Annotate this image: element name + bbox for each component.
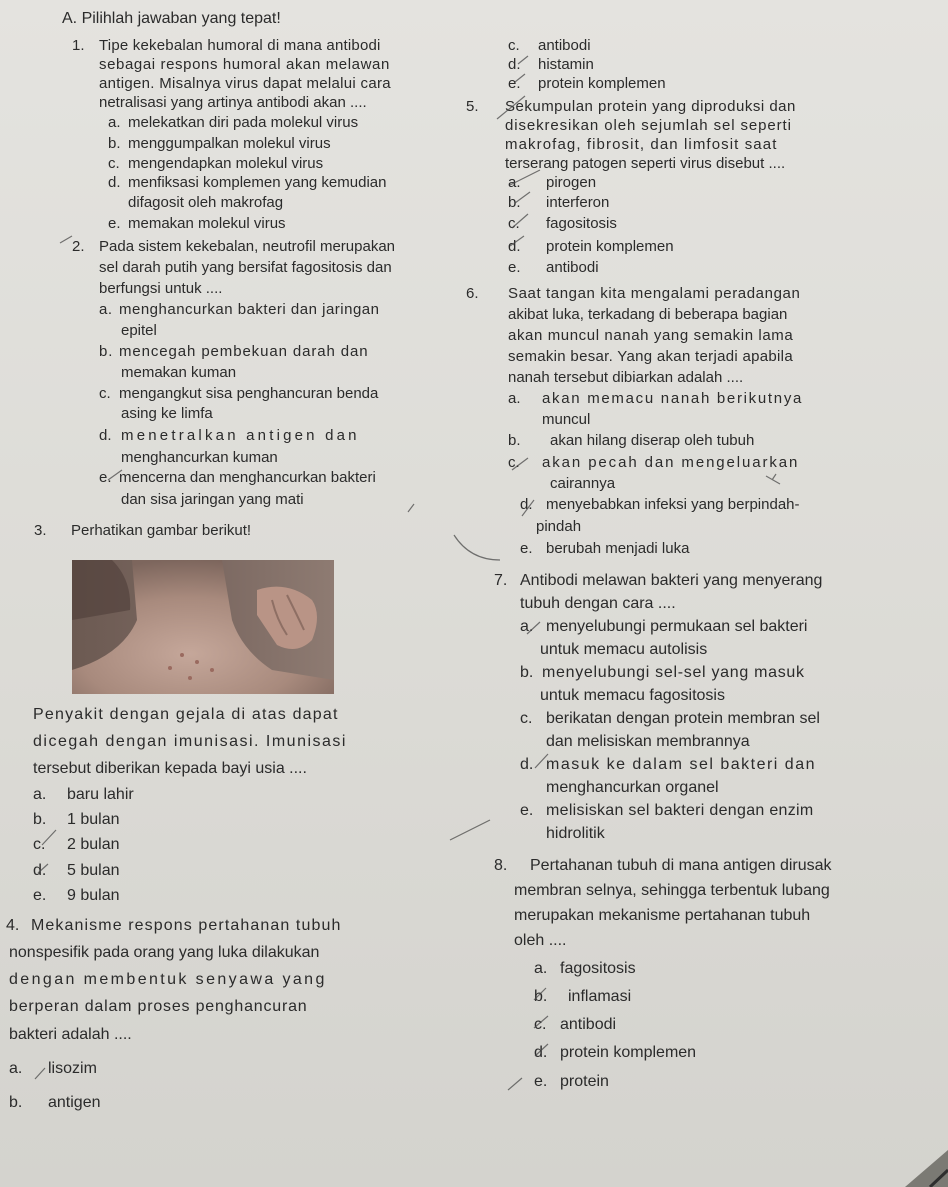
q6-stem-line: semakin besar. Yang akan terjadi apabila	[508, 348, 793, 365]
check-mark-icon	[512, 458, 528, 470]
q4cont-option-c[interactable]: c. antibodi	[508, 37, 591, 54]
q5-option-c[interactable]: c. fagositosis	[508, 215, 617, 232]
q6-option-e[interactable]: e. berubah menjadi luka	[520, 540, 690, 557]
q1-option-d-cont: difagosit oleh makrofag	[128, 194, 284, 211]
q3-stem-line: dicegah dengan imunisasi. Imunisasi	[33, 733, 347, 750]
q7-option-c-cont: dan melisiskan membrannya	[546, 733, 750, 750]
check-mark-icon	[522, 500, 534, 516]
q2-stem-line: Pada sistem kekebalan, neutrofil merupakan	[99, 238, 396, 255]
q8-option-e[interactable]: e. protein	[534, 1073, 609, 1090]
q2-option-d-cont: menghancurkan kuman	[121, 449, 278, 466]
q7-stem-line: tubuh dengan cara ....	[520, 595, 676, 612]
q1-stem-line: sebagai respons humoral akan melawan	[99, 56, 390, 73]
q2-stem-line: sel darah putih yang bersifat fagositosis dan	[99, 259, 392, 276]
q7-option-d[interactable]: d. masuk ke dalam sel bakteri dan	[520, 756, 816, 773]
q6-option-b[interactable]: b. akan hilang diserap oleh tubuh	[508, 432, 755, 449]
q2-stem-line: berfungsi untuk ....	[99, 280, 223, 297]
q7-option-e-cont: hidrolitik	[546, 825, 605, 842]
q4-stem-line: bakteri adalah ....	[9, 1026, 132, 1043]
q3-stem-line: tersebut diberikan kepada bayi usia ....	[33, 760, 307, 777]
q1-number: 1.	[72, 37, 85, 54]
q1-option-d[interactable]: d. menfiksasi komplemen yang kemudian	[108, 174, 387, 191]
q4cont-option-d[interactable]: d. histamin	[508, 56, 594, 73]
q7-option-b-cont: untuk memacu fagositosis	[540, 687, 725, 704]
q3-number: 3.	[34, 522, 47, 539]
q4-stem-line: Mekanisme respons pertahanan tubuh	[31, 917, 342, 934]
check-mark-icon	[515, 74, 525, 82]
q4-stem-line: berperan dalam proses penghancuran	[9, 998, 308, 1015]
q1-stem-line: Tipe kekebalan humoral di mana antibodi	[99, 37, 381, 54]
check-mark-icon	[534, 1016, 548, 1028]
q6-stem-line: Saat tangan kita mengalami peradangan	[508, 285, 801, 302]
q3-option-e[interactable]: e. 9 bulan	[33, 887, 120, 904]
q7-option-b[interactable]: b. menyelubungi sel-sel yang masuk	[520, 664, 805, 681]
q7-option-a[interactable]: a. menyelubungi permukaan sel bakteri	[520, 618, 808, 635]
q7-option-a-cont: untuk memacu autolisis	[540, 641, 708, 658]
q8-stem-line: merupakan mekanisme pertahanan tubuh	[514, 907, 811, 924]
q1-option-b[interactable]: b. menggumpalkan molekul virus	[108, 135, 331, 152]
q2-option-e-cont: dan sisa jaringan yang mati	[121, 491, 304, 508]
check-mark-icon	[510, 170, 540, 185]
bracket-line-icon	[450, 820, 490, 840]
q7-option-c[interactable]: c. berikatan dengan protein membran sel	[520, 710, 820, 727]
q8-option-a[interactable]: a. fagositosis	[534, 960, 636, 977]
q5-stem-line: Sekumpulan protein yang diproduksi dan	[505, 98, 796, 115]
page-corner	[905, 1150, 948, 1187]
check-mark-icon	[108, 470, 122, 480]
check-mark-icon	[497, 96, 525, 119]
q5-number: 5.	[466, 98, 479, 115]
q5-stem-line: terserang patogen seperti virus disebut ....	[505, 155, 786, 172]
q2-option-c-cont: asing ke limfa	[121, 405, 213, 422]
q4-stem-line: nonspesifik pada orang yang luka dilakukan	[9, 944, 320, 961]
section-heading: A. Pilihlah jawaban yang tepat!	[62, 10, 281, 27]
q5-option-a[interactable]: a. pirogen	[508, 174, 597, 191]
q2-option-b[interactable]: b. mencegah pembekuan darah dan	[99, 343, 369, 360]
q8-stem-line: Pertahanan tubuh di mana antigen dirusak	[530, 857, 832, 874]
q4-option-b[interactable]: b. antigen	[9, 1094, 101, 1111]
q2-option-d[interactable]: d. menetralkan antigen dan	[99, 427, 360, 444]
q3-option-c[interactable]: c. 2 bulan	[33, 836, 120, 853]
q4-stem-line: dengan membentuk senyawa yang	[9, 971, 327, 988]
check-mark-icon	[515, 192, 530, 203]
q5-stem-line: makrofag, fibrosit, dan limfosit saat	[505, 136, 778, 153]
q1-option-a[interactable]: a. melekatkan diri pada molekul virus	[108, 114, 359, 131]
check-mark-icon	[534, 988, 546, 1000]
q2-option-e[interactable]: e. mencerna dan menghancurkan bakteri	[99, 469, 376, 486]
q1-option-e[interactable]: e. memakan molekul virus	[108, 215, 286, 232]
q3-option-d[interactable]: d. 5 bulan	[33, 862, 120, 879]
q6-stem-line: nanah tersebut dibiarkan adalah ....	[508, 369, 744, 386]
q8-option-b[interactable]: b. inflamasi	[534, 988, 632, 1005]
check-mark-icon	[518, 56, 528, 64]
q8-option-d[interactable]: d. protein komplemen	[534, 1044, 697, 1061]
check-mark-icon	[535, 1044, 548, 1056]
q6-option-c[interactable]: c. akan pecah dan mengeluarkan	[508, 454, 800, 471]
q5-option-b[interactable]: b. interferon	[508, 194, 610, 211]
q1-stem-line: antigen. Misalnya virus dapat melalui cara	[99, 75, 391, 92]
q3-intro: Perhatikan gambar berikut!	[71, 522, 252, 539]
q2-option-a[interactable]: a. menghancurkan bakteri dan jaringan	[99, 301, 380, 318]
q3-stem-line: Penyakit dengan gejala di atas dapat	[33, 706, 339, 723]
q7-option-e[interactable]: e. melisiskan sel bakteri dengan enzim	[520, 802, 814, 819]
check-mark-icon	[42, 830, 56, 845]
q4cont-option-e[interactable]: e. protein komplemen	[508, 75, 666, 92]
q6-option-d-cont: pindah	[536, 518, 582, 535]
q4-option-a[interactable]: a. lisozim	[9, 1060, 97, 1077]
check-mark-icon	[35, 1068, 45, 1079]
q8-stem-line: membran selnya, sehingga terbentuk lubang	[514, 882, 830, 899]
q8-option-c[interactable]: c. antibodi	[534, 1016, 617, 1033]
q3-option-b[interactable]: b. 1 bulan	[33, 811, 120, 828]
q6-stem-line: akibat luka, terkadang di beberapa bagian	[508, 306, 788, 323]
q6-stem-line: akan muncul nanah yang semakin lama	[508, 327, 794, 344]
q3-option-a[interactable]: a. baru lahir	[33, 786, 134, 803]
q2-option-a-cont: epitel	[121, 322, 157, 339]
q2-option-c[interactable]: c. mengangkut sisa penghancuran benda	[99, 385, 379, 402]
check-mark-icon	[510, 236, 524, 246]
q2-number: 2.	[72, 238, 85, 255]
check-mark-icon	[60, 236, 72, 243]
q8-stem-line: oleh ....	[514, 932, 567, 949]
check-mark-icon	[508, 1078, 522, 1090]
check-mark-icon	[535, 754, 548, 768]
q1-stem-line: netralisasi yang artinya antibodi akan ....	[99, 94, 367, 111]
bracket-line-icon	[454, 535, 500, 560]
check-mark-icon	[38, 864, 48, 873]
q5-stem-line: disekresikan oleh sejumlah sel seperti	[505, 117, 792, 134]
q5-option-e[interactable]: e. antibodi	[508, 259, 599, 276]
q6-option-d[interactable]: d. menyebabkan infeksi yang berpindah-	[520, 496, 800, 513]
q6-number: 6.	[466, 285, 479, 302]
q4-number: 4.	[6, 917, 20, 934]
q6-option-a[interactable]: a. akan memacu nanah berikutnya	[508, 390, 804, 407]
q7-option-d-cont: menghancurkan organel	[546, 779, 719, 796]
q6-option-a-cont: muncul	[542, 411, 591, 428]
q7-number: 7.	[494, 572, 508, 589]
check-mark-icon	[766, 474, 780, 484]
q7-stem-line: Antibodi melawan bakteri yang menyerang	[520, 572, 823, 589]
q6-option-c-cont: cairannya	[550, 475, 616, 492]
q5-option-d[interactable]: d. protein komplemen	[508, 238, 674, 255]
q1-option-c[interactable]: c. mengendapkan molekul virus	[108, 155, 324, 172]
q2-option-b-cont: memakan kuman	[121, 364, 237, 381]
check-mark-icon	[408, 504, 414, 512]
q8-number: 8.	[494, 857, 508, 874]
check-mark-icon	[527, 622, 540, 634]
check-mark-icon	[512, 214, 528, 228]
